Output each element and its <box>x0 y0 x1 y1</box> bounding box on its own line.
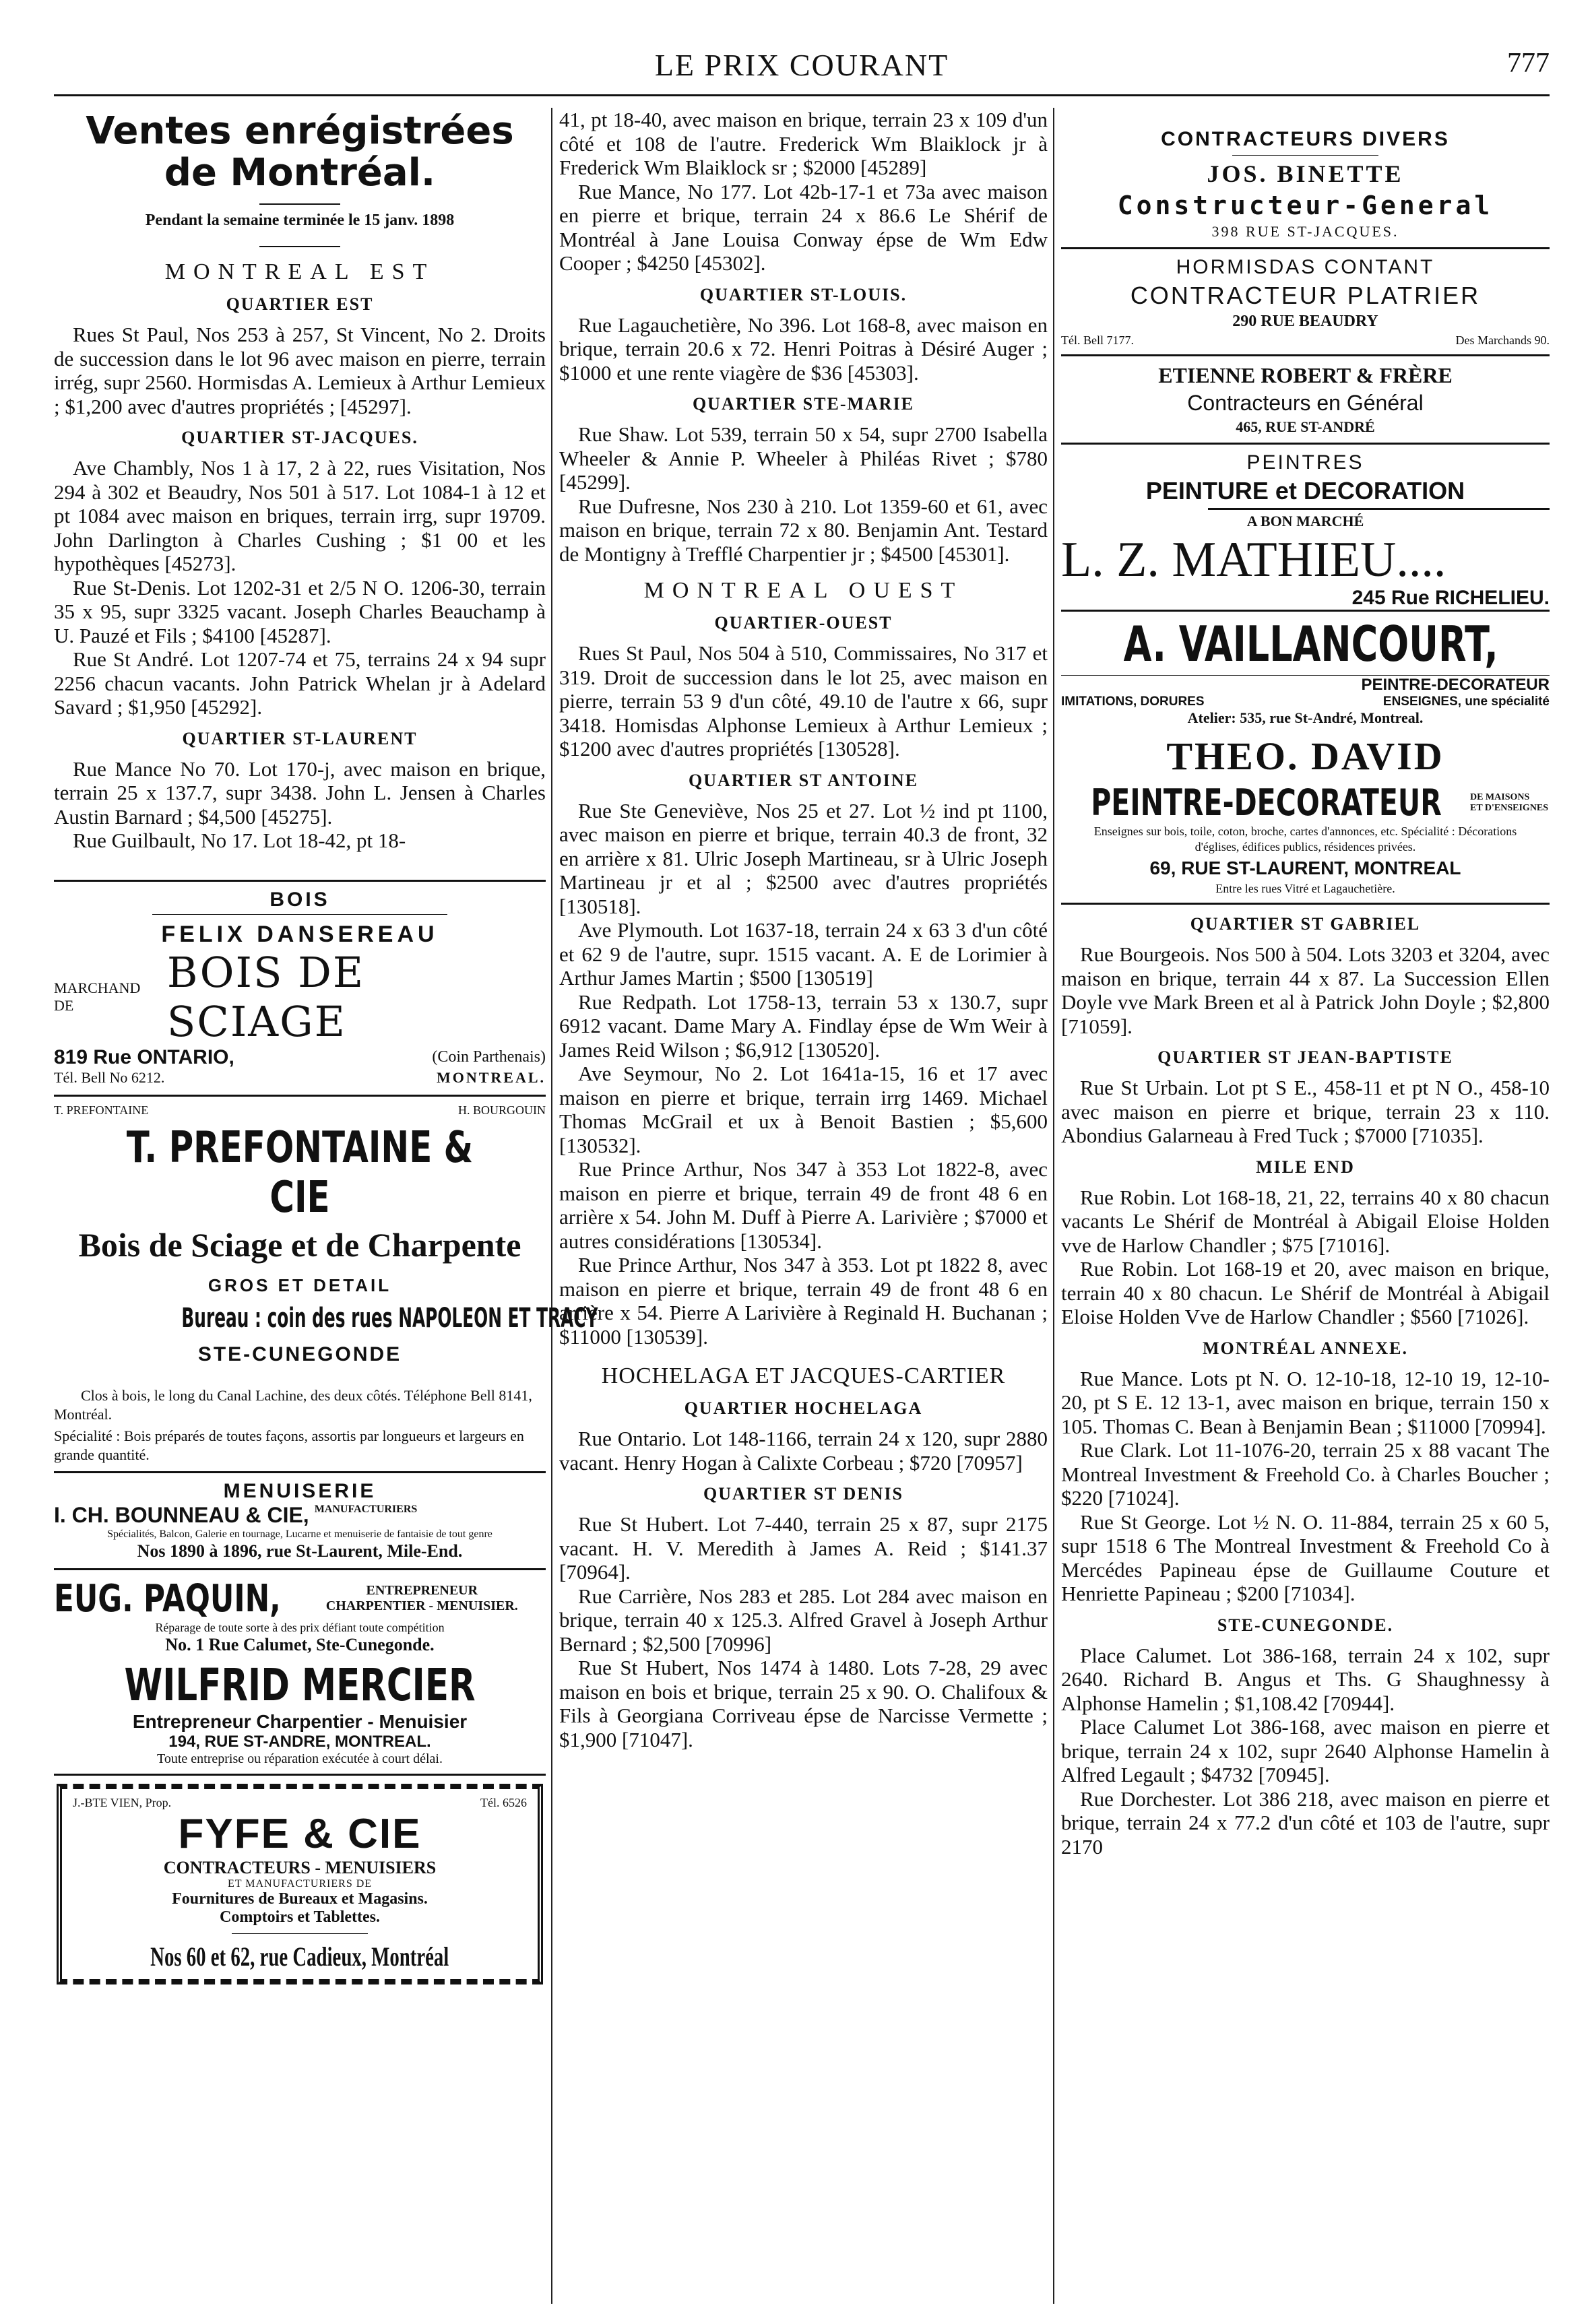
rule <box>1208 508 1550 510</box>
sale-entry: Rue Robin. Lot 168-19 et 20, avec maison en brique, terrain 40 x 80 chacun. Le Shérif de Montréal à Abigail Eloise Holden Vve de Harlow Chandler ; $560 [71026]. <box>1061 1257 1550 1328</box>
sale-entry: Rue St Urbain. Lot pt S E., 458-11 et pt N O., 458-10 avec maison en pierre et brique, terrain 23 x 110. Abondius Galarneau à Fred Tuck ; $7000 [71035]. <box>1061 1076 1550 1147</box>
contant-name: HORMISDAS CONTANT <box>1176 256 1435 278</box>
sale-entry: Rue Bourgeois. Nos 500 à 504. Lots 3203 et 3204, avec maison en brique, terrain 44 x 87. La Succession Ellen Doyle vve Mark Breen et al à Patrick John Doyle ; $2,800 [71059]. <box>1061 942 1550 1038</box>
sale-entry: Rue Mance, No 177. Lot 42b-17-1 et 73a avec maison en pierre et brique, terrain 24 x 86.6 Le Shérif de Montréal à Jane Louisa Conway épse de Wm Edw Cooper ; $4250 [45302]. <box>559 179 1048 275</box>
felix-tel: Tél. Bell No 6212. <box>54 1068 165 1086</box>
pref-name: T. PREFONTAINE & CIE <box>126 1122 474 1223</box>
vaillancourt-spec-2: ENSEIGNES, une spécialité <box>1382 695 1550 709</box>
david-name: THEO. DAVID <box>1166 734 1444 778</box>
sale-entry: Rues St Paul, Nos 504 à 510, Commissaires, No 317 et 319. Droit de succession dans le lot 25, avec maison en pierre, terrain 53 9 d'un côté, 49.10 de l'autre x 66, supr 3418. Homisdas Alphonse Lemieux à Arthur Lemieux ; $1200 avec d'autres propriétés [130528]. <box>559 641 1048 761</box>
sale-entry: Rue Clark. Lot 11-1076-20, terrain 25 x 88 vacant The Montreal Investment & Freehold Co. à Charles Boucher ; $220 [71024]. <box>1061 1438 1550 1510</box>
binette-address: 398 RUE ST-JACQUES. <box>1211 223 1399 240</box>
vaillancourt-address: Atelier: 535, rue St-André, Montreal. <box>1187 709 1424 726</box>
robert-address: 465, RUE ST-ANDRÉ <box>1236 418 1375 435</box>
sale-entry: Rue Redpath. Lot 1758-13, terrain 53 x 130.7, supr 6912 vacant. Dame Mary A. Findlay épse de Wm Weir à James Reid Wilson ; $6,912 [130520]. <box>559 990 1048 1062</box>
journal-title: LE PRIX COURANT <box>654 48 949 82</box>
fyfe-sub: ET MANUFACTURIERS DE <box>227 1877 373 1890</box>
contant-address: 290 RUE BEAUDRY <box>1232 313 1378 330</box>
pref-name-wrap <box>54 1123 546 1223</box>
sale-entry: Rue St Hubert, Nos 1474 à 1480. Lots 7-28, 29 avec maison en bois et brique, terrain 25 x 90. O. Chalifoux & Fils à Georgiana Corriveau épse de Narcisse Vermette ; $1,900 [71047]. <box>559 1656 1048 1751</box>
fyfe-ad <box>57 1784 543 1984</box>
ad-rule <box>54 1471 546 1473</box>
district-heading: MONTREAL EST <box>164 259 435 284</box>
felix-main <box>54 948 546 1046</box>
header-rule <box>54 94 1550 96</box>
david-role-row <box>1061 781 1550 824</box>
page-number: 777 <box>1507 48 1550 79</box>
column-2 <box>559 108 1048 1751</box>
sale-entry: Rue Lagauchetière, No 396. Lot 168-8, avec maison en brique, terrain 20.6 x 72. Henri Poitras à Désiré Auger ; $1000 et une rente viagère de $36 [45303]. <box>559 313 1048 385</box>
pref-place: STE-CUNEGONDE <box>197 1343 402 1365</box>
section-heading: MILE END <box>1256 1157 1355 1177</box>
vaillancourt-spec-1: IMITATIONS, DORURES <box>1061 695 1205 709</box>
fyfe-line-2: Comptoirs et Tablettes. <box>220 1908 380 1926</box>
contant-role: CONTRACTEUR PLATRIER <box>1130 282 1481 309</box>
fyfe-owner: J.-BTE VIEN, Prop. <box>73 1795 172 1809</box>
section-heading: QUARTIER ST DENIS <box>703 1484 904 1504</box>
ad-rule <box>1061 354 1550 356</box>
sale-entry: Rue St-Denis. Lot 1202-31 et 2/5 N O. 1206-30, terrain 35 x 95, supr 3325 vacant. Joseph Charles Beauchamp à U. Pauzé et Fils ; $4100 [45287]. <box>54 575 546 647</box>
section-heading: QUARTIER ST-LAURENT <box>182 728 418 748</box>
mer-name-wrap <box>54 1659 546 1711</box>
contracteurs-heading: CONTRACTEURS DIVERS <box>1161 128 1450 150</box>
paq-line: Réparage de toute sorte à des prix défiant toute compétition <box>155 1620 445 1634</box>
page-header <box>54 47 1550 94</box>
menuiserie-heading: MENUISERIE <box>223 1479 377 1502</box>
felix-city: MONTREAL. <box>436 1068 546 1086</box>
fyfe-addr-wrap <box>73 1941 527 1972</box>
pref-right: H. BOURGOUIN <box>458 1103 546 1117</box>
sale-entry: Rue Prince Arthur, Nos 347 à 353. Lot pt 1822 8, avec maison en pierre et brique, terrain 49 de front 48 6 en arrière x 54. Pierre A Larivière à Reginald H. Buchanan ; $11000 [130539]. <box>559 1253 1048 1349</box>
ad-rule <box>54 1095 546 1097</box>
mer-role: Entrepreneur Charpentier - Menuisier <box>132 1710 468 1732</box>
paq-ad <box>54 1577 546 1621</box>
section-heading: QUARTIER STE-MARIE <box>692 394 915 414</box>
pref-line: Bois de Sciage et de Charpente <box>78 1225 521 1264</box>
david-address: 69, RUE ST-LAURENT, MONTREAL <box>1149 858 1461 878</box>
peinture-heading: PEINTURE et DECORATION <box>1145 477 1465 505</box>
pref-spec: Spécialité : Bois préparés de toutes façons, assortis par longueurs et largeurs en grande quantité. <box>54 1427 524 1463</box>
peinture-sub: A BON MARCHÉ <box>1246 513 1364 529</box>
sale-entry: Place Calumet. Lot 386-168, terrain 24 x 102, supr 2640. Richard B. Angus et Ths. G Shaughnessy à Alphonse Hamelin ; $1,108.42 [70944]. <box>1061 1643 1550 1715</box>
contant-tel-row <box>1061 333 1550 348</box>
david-side-2: ET D'ENSEIGNES <box>1469 802 1549 813</box>
mathieu-name: L. Z. MATHIEU.... <box>1061 532 1446 587</box>
binette-role: Constructeur-General <box>1117 191 1494 220</box>
section-heading: QUARTIER ST-JACQUES. <box>181 428 418 447</box>
ad-rule <box>54 1774 546 1776</box>
contant-near: Des Marchands 90. <box>1455 333 1550 347</box>
sale-entry: Rue Mance No 70. Lot 170-j, avec maison en brique, terrain 25 x 137.7, supr 3438. John L. Jensen à Charles Austin Barnard ; $4,500 [45275]. <box>54 756 546 829</box>
bou-role: MANUFACTURIERS <box>314 1503 418 1515</box>
mer-address: 194, RUE ST-ANDRE, MONTREAL. <box>168 1732 431 1751</box>
vaillancourt-name: A. VAILLANCOURT, <box>1123 616 1498 672</box>
sale-entry-continued: 41, pt 18-40, avec maison en brique, terrain 23 x 109 d'un côté et 108 de l'autre. Frederick Wm Blaiklock jr à Frederick Wm Blaiklock sr ; $2000 [45289] <box>559 108 1048 179</box>
binette-name: JOS. BINETTE <box>1207 160 1404 187</box>
mer-line: Toute entreprise ou réparation exécutée à court délai. <box>157 1751 443 1766</box>
vail-name-wrap <box>1061 616 1550 672</box>
pref-names-row <box>54 1103 546 1118</box>
sale-entry: Rue Ste Geneviève, Nos 25 et 27. Lot ½ ind pt 1100, avec maison en pierre et brique, terrain 40.3 de front, 32 en arrière x 81. Ulric Joseph Martineau, sr à Ulric Joseph Martineau jr et al ; $2500 avec d'autres propriétés [130518]. <box>559 798 1048 918</box>
rule <box>1232 155 1379 156</box>
ad-rule <box>1061 903 1550 905</box>
section-heading: QUARTIER ST JEAN-BAPTISTE <box>1157 1047 1453 1067</box>
paq-role-1: ENTREPRENEUR <box>366 1583 478 1598</box>
ad-rule <box>1061 247 1550 249</box>
bou-name: I. CH. BOUNNEAU & CIE, <box>54 1502 309 1527</box>
felix-role: MARCHAND DE <box>54 979 141 1014</box>
section-heading: QUARTIER ST-LOUIS. <box>699 284 908 304</box>
ventes-subtitle: de Montréal. <box>164 151 436 195</box>
rule <box>152 914 447 915</box>
sale-entry: Ave Chambly, Nos 1 à 17, 2 à 22, rues Visitation, Nos 294 à 302 et Beaudry, Nos 501 à 517. Lot 1084-1 à 12 et pt 1084 avec maison en briques, terrain irrg, supr 19709. John Darlington à Charles Cushing ; $1 00 et les hypothèques [45273]. <box>54 456 546 575</box>
pref-gros: GROS ET DETAIL <box>208 1274 392 1295</box>
bou-ad <box>54 1503 546 1528</box>
fyfe-address: Nos 60 et 62, rue Cadieux, Montréal <box>150 1941 449 1972</box>
ad-rule <box>1061 443 1550 445</box>
sale-entry: Rue Robin. Lot 168-18, 21, 22, terrains 40 x 80 chacun vacants Le Shérif de Montréal à Abigail Eloise Holden vve de Harlow Chandler ; $75 [71016]. <box>1061 1185 1550 1257</box>
title-rule <box>259 203 340 205</box>
mer-name: WILFRID MERCIER <box>124 1658 476 1711</box>
section-heading: QUARTIER EST <box>226 294 374 314</box>
sale-entry: Rue Ontario. Lot 148-1166, terrain 24 x 120, supr 2880 vacant. Henry Hogan à Calixte Corbeau ; $720 [70957] <box>559 1427 1048 1475</box>
fyfe-line-1: Fournitures de Bureaux et Magasins. <box>172 1890 428 1908</box>
sale-entry: Rue St Hubert. Lot 7-440, terrain 25 x 87, supr 2175 vacant. H. V. Meredith à James A. Reid ; $141.37 [70964]. <box>559 1512 1048 1584</box>
period-label: Pendant la semaine terminée le 15 janv. 1898 <box>145 212 455 229</box>
mathieu-address: 245 Rue RICHELIEU. <box>1061 587 1550 612</box>
ad-rule <box>54 880 546 882</box>
column-divider-2 <box>1053 108 1054 2304</box>
pref-bureau-wrap <box>54 1302 598 1334</box>
paq-role-2: CHARPENTIER - MENUISIER. <box>325 1599 518 1613</box>
robert-name: ETIENNE ROBERT & FRÈRE <box>1158 363 1453 387</box>
vaillancourt-role: PEINTRE-DECORATEUR <box>1061 675 1550 695</box>
vaillancourt-spec-row <box>1061 695 1550 709</box>
sale-entry: Rue Prince Arthur, Nos 347 à 353 Lot 1822-8, avec maison en pierre et brique, terrain 49 de front 48 6 en arrière x 54. John M. Duff à Pierre A. Larivière ; $7000 et autres considérations [130534]. <box>559 1157 1048 1253</box>
contant-tel: Tél. Bell 7177. <box>1061 333 1134 347</box>
david-side <box>1470 792 1548 814</box>
column-3 <box>1061 108 1550 1859</box>
period-rule <box>259 246 340 247</box>
sale-entry: Place Calumet Lot 386-168, avec maison en pierre et brique, terrain 24 x 102, supr 2640 Alphonse Hamelin à Alfred Legault ; $4732 [70945]. <box>1061 1715 1550 1786</box>
sale-entry: Rue St George. Lot ½ N. O. 11-884, terrain 25 x 60 5, supr 1518 6 The Montreal Investment & Freehold Co à Mercédes Papineau épse de Guillaume Couture et Henriette Papineau ; $200 [71034]. <box>1061 1510 1550 1605</box>
peintres-heading: PEINTRES <box>1246 451 1364 474</box>
section-heading: QUARTIER ST ANTOINE <box>689 770 918 790</box>
bou-spec: Spécialités, Balcon, Galerie en tournage, Lucarne et menuiserie de fantaisie de tout genre <box>107 1528 492 1540</box>
ad-rule <box>54 1568 546 1570</box>
sale-entry: Rue St André. Lot 1207-74 et 75, terrains 24 x 94 supr 2256 chacun vacants. John Patrick Whelan jr à Adelard Savard ; $1,950 [45292]. <box>54 647 546 719</box>
pref-bureau: Bureau : coin des rues NAPOLEON ET TRACY <box>181 1302 598 1334</box>
sale-entry: Rue Shaw. Lot 539, terrain 50 x 54, supr 2700 Isabella Wheeler & Annie P. Wheeler à Philéas Rivet ; $780 [45299]. <box>559 422 1048 494</box>
district-heading: MONTREAL OUEST <box>643 578 963 603</box>
felix-tel-row <box>54 1069 546 1087</box>
paq-name: EUG. PAQUIN, <box>54 1576 281 1621</box>
robert-role: Contracteurs en Général <box>1187 391 1424 415</box>
sale-entry: Rues St Paul, Nos 253 à 257, St Vincent, No 2. Droits de succession dans le lot 96 avec maison en pierre, terrain irrég, supr 2560. Hormisdas A. Lemieux à Arthur Lemieux ; $1,200 avec d'autres propriétés ; [45297]. <box>54 323 546 418</box>
felix-big: BOIS DE SCIAGE <box>166 947 365 1046</box>
sale-entry: Rue Dufresne, Nos 230 à 210. Lot 1359-60 et 61, avec maison en brique, terrain 72 x 80. Benjamin Ant. Testard de Montigny à Trefflé Charpentier jr ; $4500 [45301]. <box>559 494 1048 566</box>
felix-corner: (Coin Parthenais) <box>432 1048 546 1066</box>
sale-entry: Ave Plymouth. Lot 1637-18, terrain 24 x 63 3 d'un côté et 62 9 de l'autre, supr. 1515 vacant. A. E de Lorimier à Arthur James Martin ; $500 [130519] <box>559 918 1048 990</box>
sale-entry: Ave Seymour, No 2. Lot 1641a-15, 16 et 17 avec maison en pierre et brique, terrain irrg 1469. Michael Thomas McGrail et ux à Benoit Bastien ; $5,600 [130532]. <box>559 1062 1048 1157</box>
sale-entry: Rue Guilbault, No 17. Lot 18-42, pt 18- <box>73 829 406 852</box>
district-heading: HOCHELAGA ET JACQUES-CARTIER <box>601 1363 1006 1388</box>
sale-entry: Rue Carrière, Nos 283 et 285. Lot 284 avec maison en brique, terrain 40 x 125.3. Alfred Gravel à Joseph Arthur Bernard ; $2,500 [70996] <box>559 1584 1048 1656</box>
felix-name: FELIX DANSEREAU <box>161 921 439 947</box>
rule <box>232 1933 368 1934</box>
paq-address: No. 1 Rue Calumet, Ste-Cunegonde. <box>165 1634 435 1654</box>
sale-entry: Rue Dorchester. Lot 386 218, avec maison en pierre et brique, terrain 24 x 77.2 d'un côté et 103 de l'autre, supr 2170 <box>1061 1786 1550 1859</box>
ventes-title: Ventes enrégistrées <box>86 109 514 153</box>
column-divider-1 <box>551 108 552 2304</box>
paq-roles <box>326 1583 518 1614</box>
sale-entry: Rue Mance. Lots pt N. O. 12-10-18, 12-10 19, 12-10-20, pt S E. 12 13-1, avec maison en brique, terrain 150 x 105. Thomas C. Bean à Benjamin Bean ; $11000 [70994]. <box>1061 1366 1550 1438</box>
david-line: Enseignes sur bois, toile, coton, broche, cartes d'annonces, etc. Spécialité : Décorations d'églises, édifices publics, résidences privées. <box>1093 825 1517 853</box>
section-heading: QUARTIER ST GABRIEL <box>1190 914 1421 934</box>
david-role: PEINTRE-DECORATEUR <box>1091 781 1442 824</box>
fyfe-top-row <box>73 1796 527 1810</box>
section-heading: QUARTIER-OUEST <box>714 613 893 633</box>
pref-clos: Clos à bois, le long du Canal Lachine, des deux côtés. Téléphone Bell 8141, Montréal. <box>54 1386 532 1423</box>
felix-address-row <box>54 1046 546 1069</box>
bou-address: Nos 1890 à 1896, rue St-Laurent, Mile-End. <box>137 1541 463 1561</box>
felix-address: 819 Rue ONTARIO, <box>54 1045 234 1068</box>
fyfe-tel: Tél. 6526 <box>480 1795 527 1809</box>
david-side-1: DE MAISONS <box>1469 792 1530 802</box>
pref-left: T. PREFONTAINE <box>54 1103 149 1117</box>
section-heading: QUARTIER HOCHELAGA <box>684 1398 923 1418</box>
column-1 <box>54 108 598 1993</box>
section-heading: MONTRÉAL ANNEXE. <box>1202 1338 1409 1358</box>
fyfe-name: FYFE & CIE <box>178 1810 422 1857</box>
section-heading: STE-CUNEGONDE. <box>1217 1615 1394 1635</box>
fyfe-role: CONTRACTEURS - MENUISIERS <box>163 1857 437 1877</box>
david-between: Entre les rues Vitré et Lagauchetière. <box>1215 882 1395 895</box>
bois-heading: BOIS <box>269 888 330 911</box>
